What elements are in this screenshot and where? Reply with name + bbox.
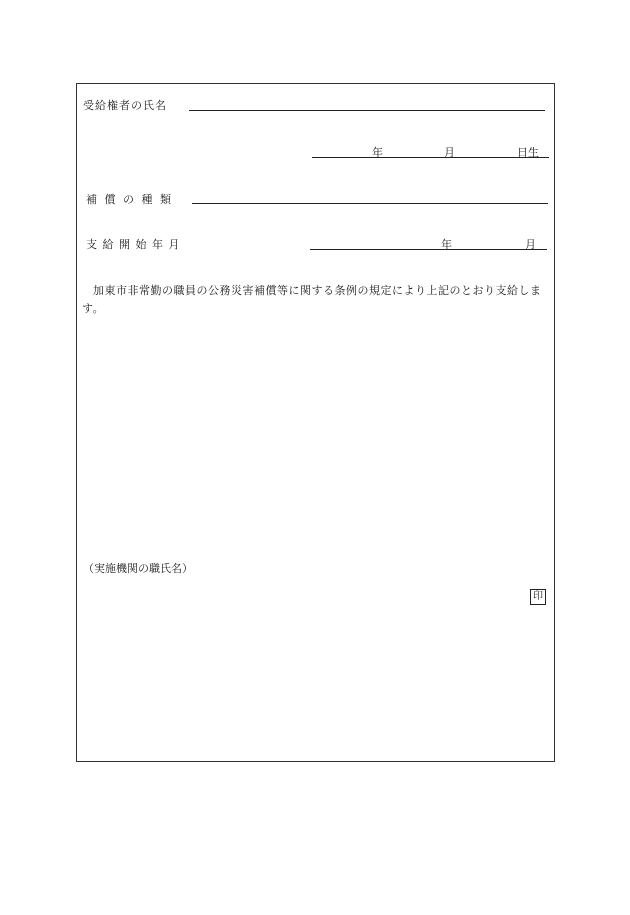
payment-start-label: 支 給 開 始 年 月 [86, 238, 181, 251]
form-frame [76, 83, 555, 762]
payment-start-line [310, 249, 547, 250]
recipient-name-line [189, 110, 545, 111]
body-paragraph: 加東市非常勤の職員の公務災害補償等に関する条例の規定により上記のとおり支給します。 [82, 284, 542, 315]
birth-month-label: 月 [444, 146, 455, 159]
start-year-label: 年 [441, 238, 452, 251]
seal-mark: 印 [530, 589, 546, 605]
birth-date-line [312, 157, 549, 158]
birth-day-label: 日生 [517, 146, 539, 159]
compensation-type-line [192, 203, 548, 204]
birth-year-label: 年 [372, 146, 383, 159]
compensation-type-label: 補 償 の 種 類 [86, 193, 173, 206]
recipient-name-label: 受給権者の氏名 [83, 99, 167, 112]
agency-label: （実施機関の職氏名） [83, 562, 193, 575]
start-month-label: 月 [525, 238, 536, 251]
